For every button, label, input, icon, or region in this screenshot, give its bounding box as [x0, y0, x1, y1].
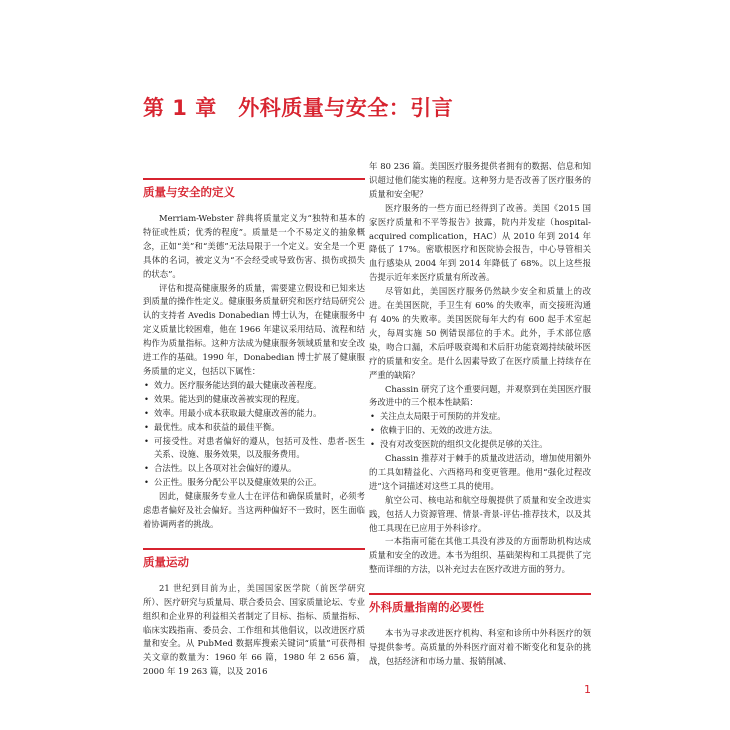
section-heading-definitions [143, 172, 365, 200]
body-paragraph: 医疗服务的一些方面已经得到了改善。美国《2015 国家医疗质量和不平等报告》披露，院内并发症（hospital-acquired complication，HAC）从 2010 年到 2014 年降低了 17%。密歇根医疗和医院协会报告，中心导管相关血行感染从 2004 年到 2014 年降低了 68%。以上这些报告提示近年来医疗质量有所改善。 [369, 202, 591, 283]
bullet-icon: • [370, 411, 375, 422]
chapter-title: 第 1 章 外科质量与安全：引言 [143, 96, 454, 120]
bullet-icon: • [144, 407, 149, 418]
list-item: • 可接受性。对患者偏好的遵从，包括可及性、患者-医生关系、设施、服务效果，以及服务费用。 [144, 435, 365, 460]
body-paragraph: Merriam-Webster 辞典将质量定义为“独特和基本的特征或性质；优秀的程度”。质量是一个不易定义的抽象概念，正如“美”和“美德”无法局限于一个定义。安全是一个更具体的名词，被定义为“不会经受或导致伤害、损伤或损失的状态”。 [143, 213, 365, 279]
bullet-icon: • [144, 435, 149, 446]
body-paragraph: 21 世纪到目前为止，美国国家医学院（前医学研究所）、医疗研究与质量局、联合委员会、国家质量论坛、专业组织和企业界的利益相关者制定了目标、指标、质量指标、临床实践指南、委员会、工作组和其他倡议，以改进医疗质量和安全。从 PubMed 数据库搜索关键词“质量”可获得相关文章的数量为：1960 年 66 篇，1980 年 2 656 篇，2000 年 19 263 篇，以及 2016 [143, 582, 365, 677]
body-paragraph: 一本指南可能在其他工具没有涉及的方面帮助机构达成质量和安全的改进。本书为组织、基础架构和工具提供了完整而详细的方法，以补充过去在医疗改进方面的努力。 [369, 536, 591, 575]
body-paragraph: 年 80 236 篇。美国医疗服务提供者拥有的数据、信息和知识超过他们能实施的程度。这种努力是否改善了医疗服务的质量和安全呢？ [369, 161, 591, 199]
list-item: • 效果。能达到的健康改善被实现的程度。 [143, 393, 365, 407]
body-paragraph: 因此，健康服务专业人士在评估和确保质量时，必须考虑患者偏好及社会偏好。当这两种偏好不一致时，医生面临着协调两者的挑战。 [143, 491, 365, 529]
deficits-list [369, 410, 591, 452]
section-rule [143, 548, 365, 550]
section-heading-quality-movement [143, 542, 365, 570]
section-rule [143, 178, 365, 180]
list-item: • 效率。用最小成本获取最大健康改善的能力。 [143, 407, 365, 421]
list-item: • 最优性。成本和获益的最佳平衡。 [143, 421, 365, 435]
attributes-list [143, 379, 365, 490]
section-title: 质量运动 [143, 554, 189, 569]
body-paragraph: Chassin 推荐对于棘手的质量改进活动，增加使用额外的工具如精益化、六西格玛和变更管理。他用“强化过程改进”这个词描述对这些工具的使用。 [369, 453, 591, 491]
bullet-icon: • [144, 421, 149, 432]
bullet-icon: • [370, 439, 375, 450]
bullet-icon: • [370, 425, 375, 436]
bullet-icon: • [144, 393, 149, 404]
section-title: 质量与安全的定义 [143, 185, 235, 199]
right-column [369, 160, 591, 669]
list-item: • 公正性。服务分配公平以及健康效果的公正。 [143, 476, 365, 490]
list-item: • 依赖于旧的、无效的改进方法。 [369, 424, 591, 438]
bullet-icon: • [144, 463, 149, 474]
body-paragraph: Chassin 研究了这个重要问题，并观察到在美国医疗服务改进中的三个根本性缺陷： [369, 383, 591, 408]
page-number: 1 [584, 683, 591, 696]
list-item: • 关注点太局限于可预防的并发症。 [369, 410, 591, 424]
body-paragraph: 本书为寻求改进医疗机构、科室和诊所中外科医疗的领导提供参考。高质量的外科医疗面对着不断变化和复杂的挑战，包括经济和市场力量、报销削减、 [369, 628, 591, 666]
list-item: • 合法性。以上各项对社会偏好的遵从。 [143, 462, 365, 476]
section-title: 外科质量指南的必要性 [369, 600, 484, 615]
section-heading-surgical-guide [369, 587, 591, 615]
list-item: • 没有对改变医院的组织文化提供足够的关注。 [369, 438, 591, 452]
left-column [143, 162, 365, 679]
bullet-icon: • [144, 379, 149, 390]
bullet-icon: • [144, 477, 149, 488]
body-paragraph: 航空公司、核电站和航空母舰提供了质量和安全改进实践，包括人力资源管理、情景-背景-评估-推荐技术，以及其他工具现在已应用于外科诊疗。 [369, 494, 591, 533]
body-paragraph: 尽管如此，美国医疗服务仍然缺少安全和质量上的改进。在美国医院，手卫生有 60% 的失败率，而交接班沟通有 40% 的失败率。美国医院每年大约有 600 起手术室起火，每周实施 50 例错误部位的手术。此外，手术部位感染，吻合口漏，术后呼吸衰竭和术后肝功能衰竭持续破坏医疗的质量和安全。是什么因素导致了在医疗质量上持续存在严重的缺陷？ [369, 286, 591, 380]
list-item: • 效力。医疗服务能达到的最大健康改善程度。 [143, 379, 365, 393]
section-rule [369, 593, 591, 595]
body-paragraph: 评估和提高健康服务的质量，需要建立假设和已知来达到质量的操作性定义。健康服务质量研究和医疗结局研究公认的支持者 Avedis Donabedian 博士认为，在健康服务中定义质量比较困难，他在 1966 年建议采用结局、流程和结构作为质量指标。这种方法成为健康服务领域质量和安全改进工作的基础。1990 年，Donabedian 博士扩展了健康服务质量的定义，包括以下属性： [143, 282, 365, 376]
